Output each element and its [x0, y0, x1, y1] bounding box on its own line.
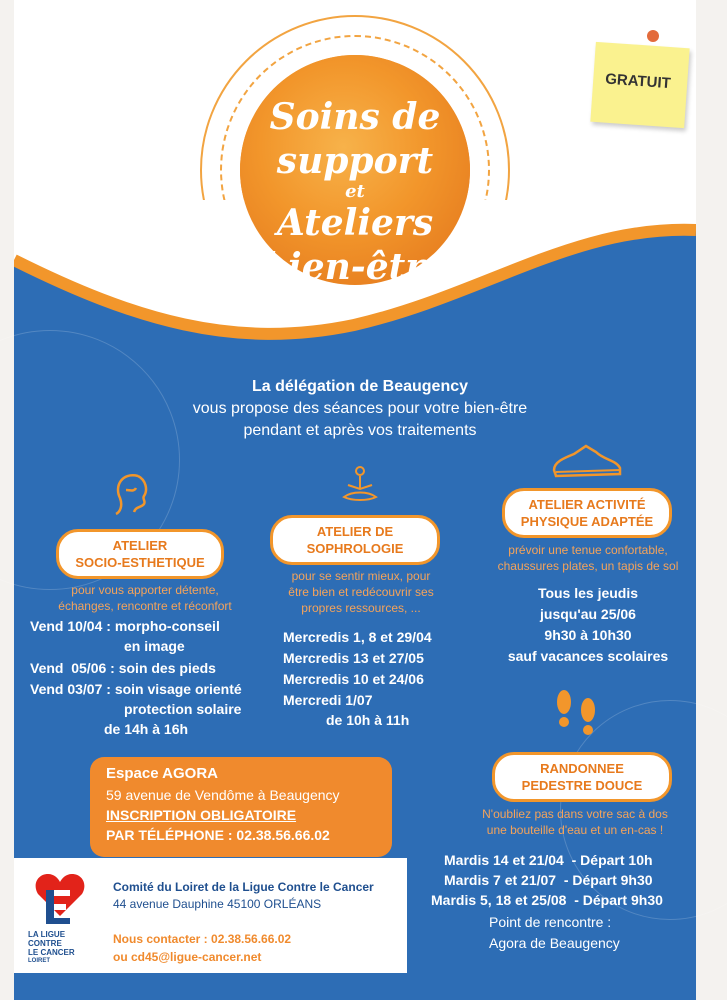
intro-text: La délégation de Beaugency vous propose des séances pour votre bien-être pendant et après vos traitements [192, 378, 528, 439]
randonnee-title: RANDONNEE PEDESTRE DOUCE [492, 752, 672, 802]
inscription-notice: INSCRIPTION OBLIGATOIRE [106, 807, 297, 823]
socio-line-4: Vend 03/07 : soin visage orienté [30, 681, 242, 697]
rando-note: N'oubliez pas dans votre sac à dos une bouteille d'eau et un en-cas ! [482, 807, 668, 837]
footprints-icon [548, 688, 604, 744]
socio-esthetique-title: ATELIER SOCIO-ESTHETIQUE [56, 529, 224, 579]
socio-line-1: Vend 10/04 : morpho-conseil [30, 618, 220, 634]
activite-line-4: sauf vacances scolaires [507, 648, 669, 664]
contact-phone[interactable]: Nous contacter : 02.38.56.66.02 [113, 932, 292, 946]
sophro-note: pour se sentir mieux, pour être bien et redécouvrir ses propres ressources, ... [288, 569, 434, 615]
agora-address: 59 avenue de Vendôme à Beaugency [106, 787, 340, 803]
sophrologie-title: ATELIER DE SOPHROLOGIE [270, 515, 440, 565]
face-icon [108, 468, 154, 518]
agora-name: Espace AGORA [106, 765, 218, 782]
sneaker-icon [550, 442, 622, 482]
rando-line-5: Agora de Beaugency [489, 935, 620, 951]
socio-line-2: en image [124, 638, 185, 654]
contact-email[interactable]: ou cd45@ligue-cancer.net [113, 950, 262, 964]
activite-line-3: 9h30 à 10h30 [544, 627, 632, 643]
sophro-line-1: Mercredis 1, 8 et 29/04 [283, 629, 432, 645]
gratuit-note: GRATUIT [590, 42, 689, 128]
activite-line-1: Tous les jeudis [537, 585, 639, 601]
organization-name: Comité du Loiret de la Ligue Contre le Cancer [113, 880, 374, 894]
activite-note: prévoir une tenue confortable, chaussures plates, un tapis de sol [497, 543, 679, 573]
activite-line-2: jusqu'au 25/06 [540, 606, 636, 622]
rando-line-1: Mardis 14 et 21/04 - Départ 10h [444, 852, 653, 868]
meditation-icon [338, 463, 382, 507]
sophro-line-3: Mercredis 10 et 24/06 [283, 671, 424, 687]
logo-text: LA LIGUE CONTRE LE CANCER LOIRET [28, 930, 75, 964]
sophro-time: de 10h à 11h [326, 712, 410, 728]
agora-box [90, 757, 392, 857]
flyer-title: Soins de support et Ateliers bien-être [262, 96, 448, 288]
socio-line-5: protection solaire [124, 701, 242, 717]
pin-icon [647, 30, 659, 42]
agora-phone[interactable]: PAR TÉLÉPHONE : 02.38.56.66.02 [106, 827, 330, 843]
rando-line-2: Mardis 7 et 21/07 - Départ 9h30 [444, 872, 653, 888]
rando-line-3: Mardis 5, 18 et 25/08 - Départ 9h30 [431, 892, 663, 908]
rando-line-4: Point de rencontre : [489, 914, 612, 930]
organization-address: 44 avenue Dauphine 45100 ORLÉANS [113, 897, 322, 911]
socio-time: de 14h à 16h [104, 721, 189, 737]
sophro-line-2: Mercredis 13 et 27/05 [283, 650, 424, 666]
socio-line-3: Vend 05/06 : soin des pieds [30, 660, 216, 676]
socio-note: pour vous apporter détente, échanges, rencontre et réconfort [58, 583, 232, 613]
sophro-line-4: Mercredi 1/07 [283, 692, 373, 708]
activite-physique-title: ATELIER ACTIVITÉ PHYSIQUE ADAPTÉE [502, 488, 672, 538]
